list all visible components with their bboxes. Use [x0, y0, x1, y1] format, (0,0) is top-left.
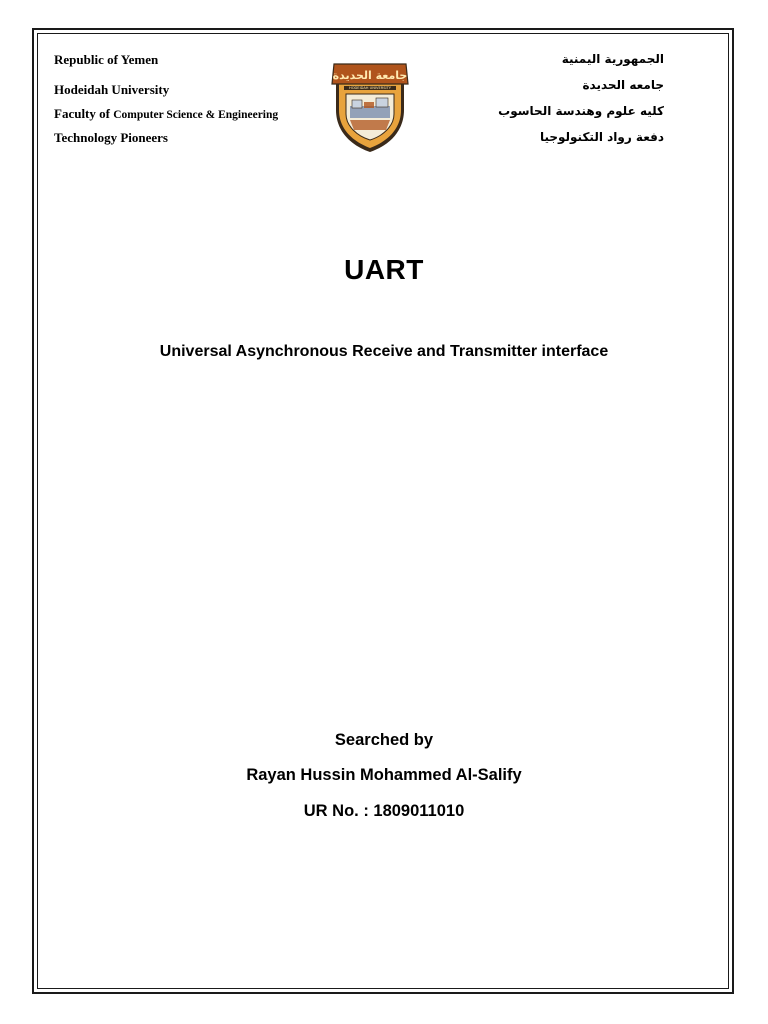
- document-title: UART: [344, 254, 424, 285]
- cohort-name-arabic: دفعة رواد التكنولوجيا: [539, 130, 664, 144]
- faculty-name-arabic: كليه علوم وهندسة الحاسوب: [498, 104, 664, 118]
- faculty-department: Computer Science & Engineering: [113, 109, 279, 121]
- page-border-inner: [37, 33, 729, 989]
- author-label: Searched by: [334, 731, 434, 749]
- country-name-arabic: الجمهورية اليمنية: [561, 52, 664, 66]
- faculty-name: [54, 106, 278, 122]
- author-id: UR No. : 1809011010: [303, 802, 465, 820]
- document-subtitle: Universal Asynchronous Receive and Transmitter interface: [159, 343, 609, 360]
- university-name-arabic: جامعه الحديدة: [582, 78, 664, 92]
- university-logo: [330, 58, 410, 154]
- logo-english-text: HODEIDAH UNIVERSITY: [349, 86, 391, 91]
- cohort-name: Technology Pioneers: [54, 130, 168, 145]
- country-name: Republic of Yemen: [54, 52, 159, 67]
- author-name: Rayan Hussin Mohammed Al-Salify: [246, 766, 522, 784]
- university-name: Hodeidah University: [54, 82, 170, 97]
- faculty-prefix: Faculty of: [54, 106, 110, 121]
- logo-arabic-text: جامعة الحديدة: [332, 69, 408, 82]
